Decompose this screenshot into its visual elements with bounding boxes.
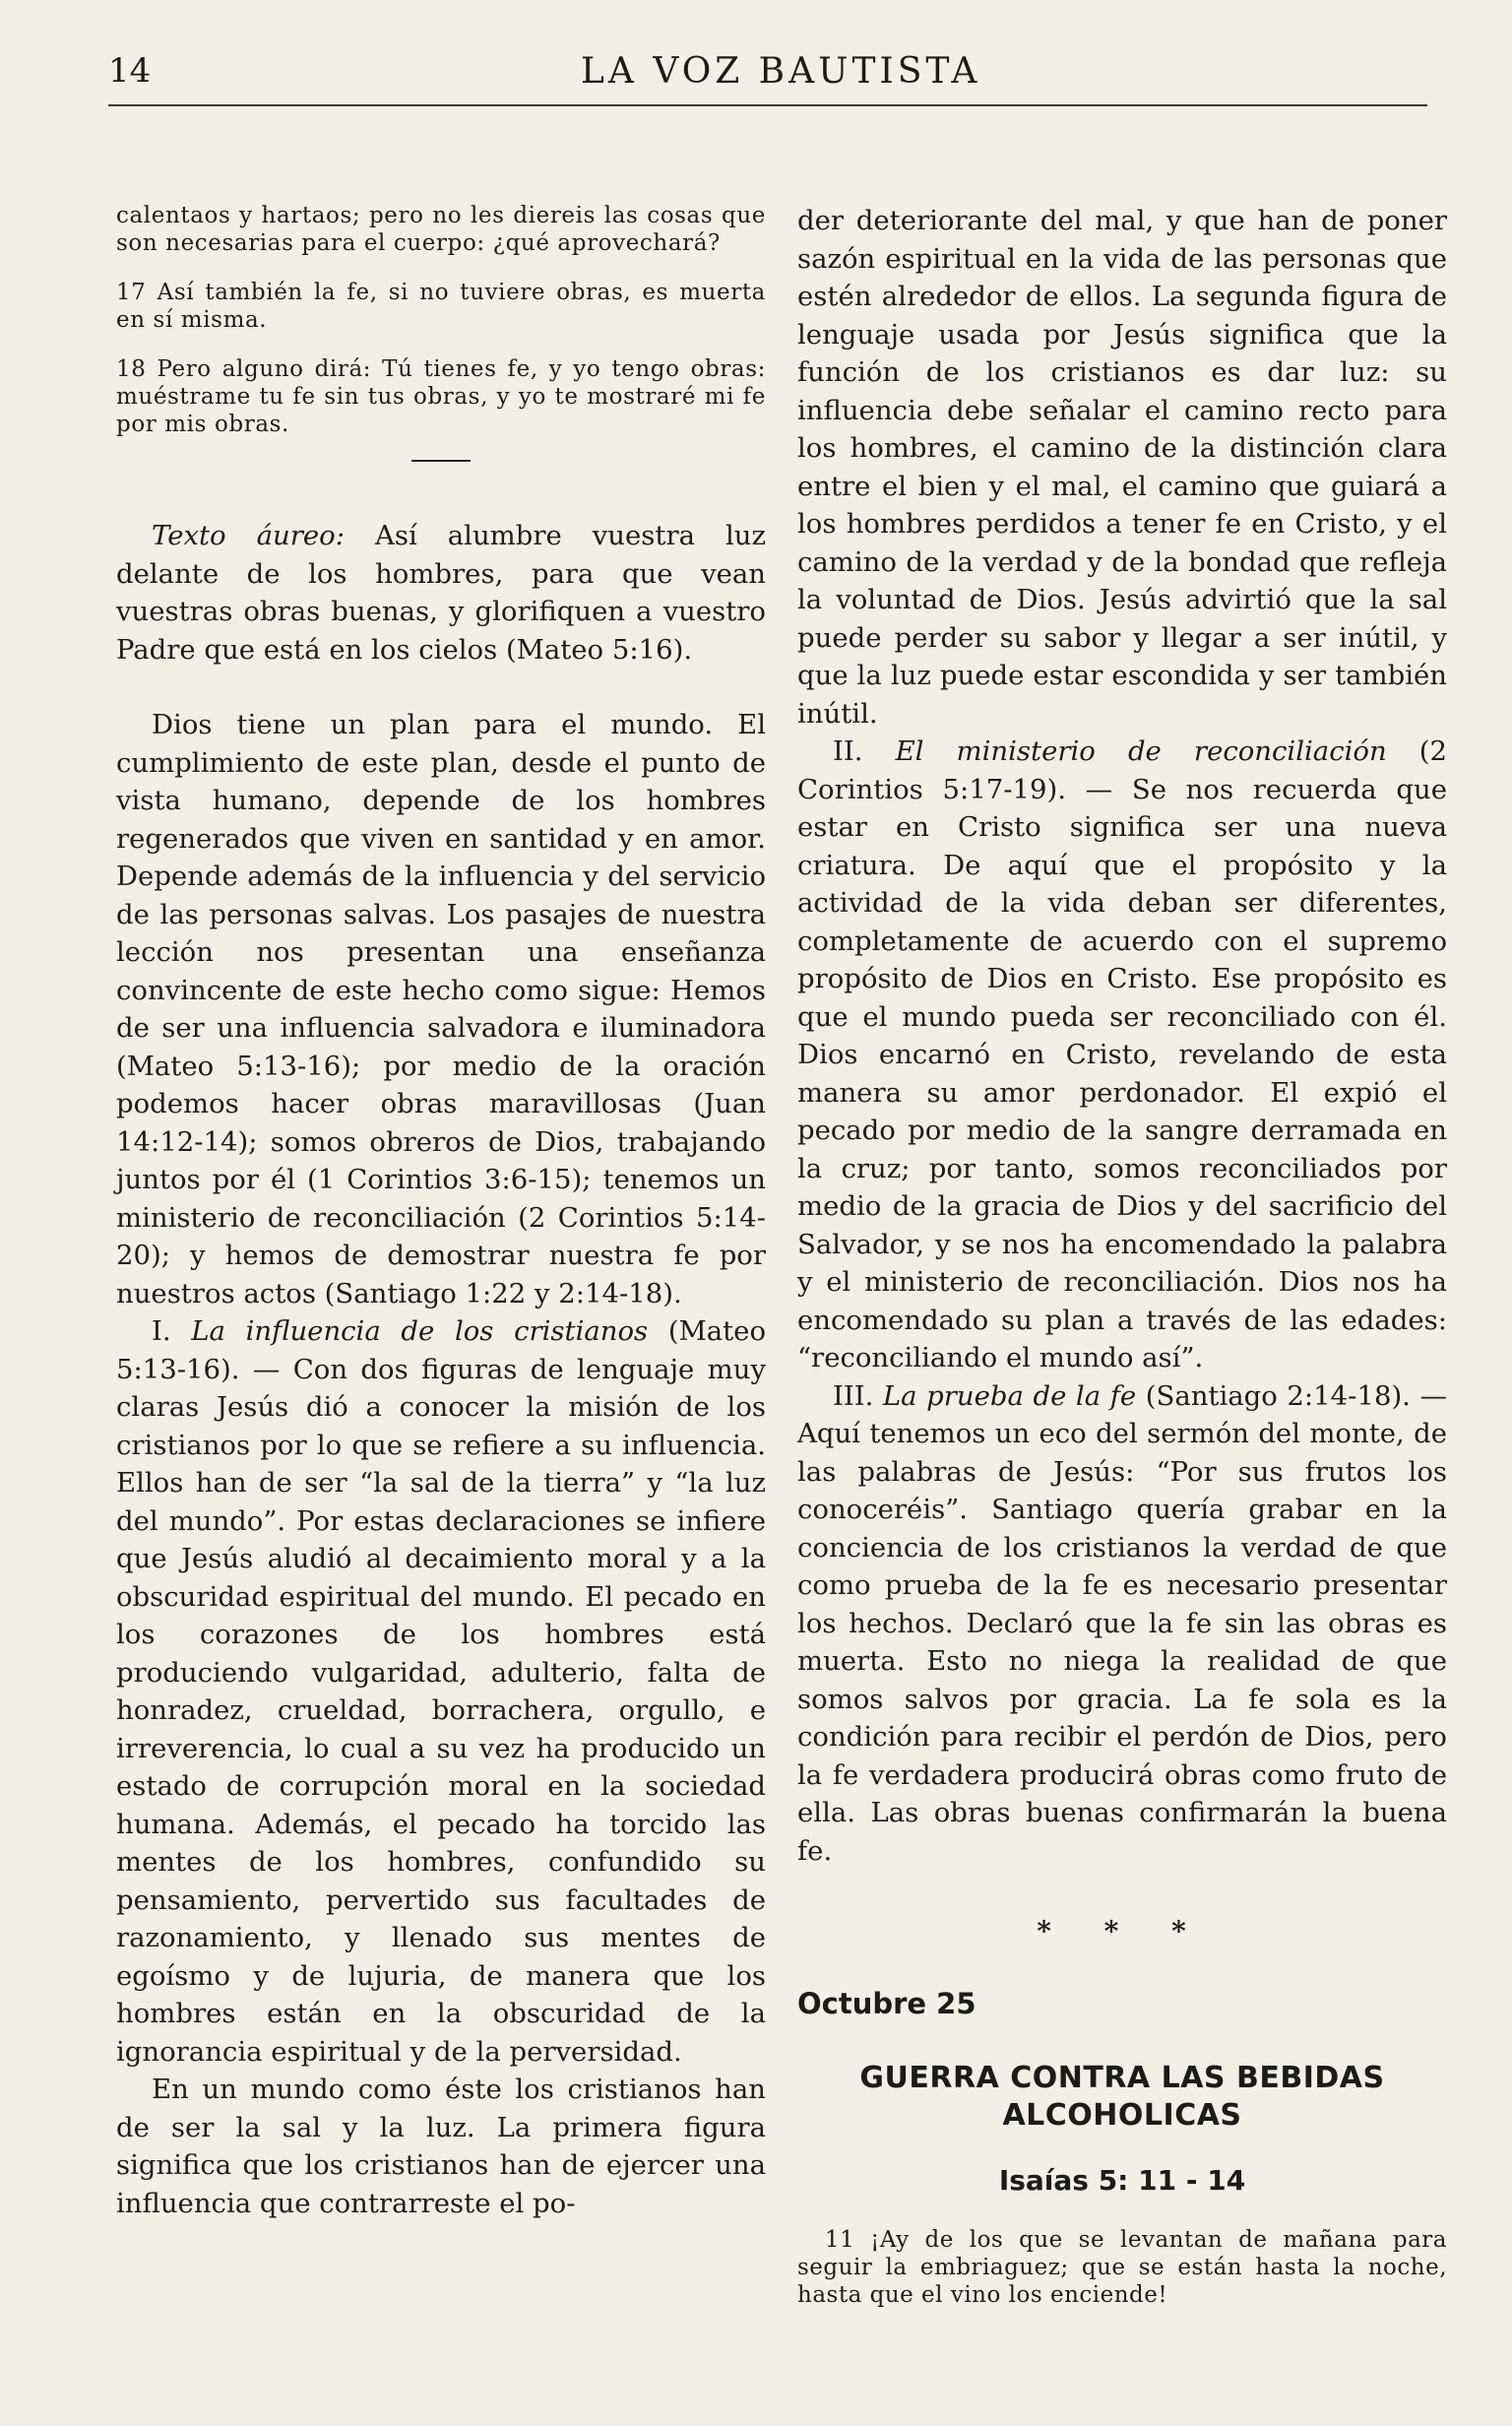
section-1-title: La influencia de los cristianos: [191, 1315, 649, 1347]
left-column: [116, 202, 766, 2222]
mundo-paragraph: En un mundo como éste los cristianos han de ser la sal y la luz. La primera figura significa que los cristianos han de ejercer una influencia que contrarreste el po-: [116, 2074, 766, 2219]
section-1: [116, 1312, 766, 2071]
page-number: 14: [108, 51, 152, 91]
texto-aureo-text: Así alumbre vuestra luz delante de los hombres, para que vean vuestras obras buenas, y glorifiquen a vuestro Padre que está en los cielos (Mateo 5:16).: [116, 520, 766, 666]
section-2-title: El ministerio de reconciliación: [895, 735, 1387, 767]
section-3-number: III.: [833, 1379, 883, 1412]
texto-aureo: [116, 517, 766, 669]
next-lesson-date: Octubre 25: [797, 1987, 976, 2020]
section-3-title: La prueba de la fe: [882, 1379, 1137, 1412]
next-lesson-reference: Isaías 5: 11 - 14: [998, 2164, 1246, 2197]
verse-17: 17 Así también la fe, si no tuviere obras, es muerta en sí misma.: [116, 280, 766, 333]
continuation-paragraph: der deteriorante del mal, y que han de poner sazón espiritual en la vida de las personas que estén alrededor de ellos. La segunda figura de lenguaje usada por Jesús significa que la función de los cristianos es dar luz: su influencia debe señalar el camino recto para los hombres, el camino de la distinción clara entre el bien y el mal, el camino que guiará a los hombres perdidos a tener fe en Cristo, y el camino de la verdad y de la bondad que refleja la voluntad de Dios. Jesús advirtió que la sal puede perder su sabor y llegar a ser inútil, y que la luz puede estar escondida y ser también inútil.: [797, 205, 1447, 730]
next-lesson-title-line-2: ALCOHOLICAS: [1002, 2098, 1242, 2133]
section-divider: [411, 460, 471, 462]
journal-title: LA VOZ BAUTISTA: [581, 51, 981, 92]
section-2: [797, 733, 1447, 1377]
section-2-number: II.: [833, 735, 896, 767]
section-2-text: (2 Corintios 5:17-19). — Se nos recuerda que estar en Cristo significa ser una nueva criatura. De aquí que el propósito y la actividad de la vida deban ser diferentes, completamente de acuerdo con el supremo propósito de Dios en Cristo. Ese propósito es que el mundo pueda ser reconciliado con él. Dios encarnó en Cristo, revelando de esta manera su amor perdonador. El expió el pecado por medio de la sangre derramada en la cruz; por tanto, somos reconciliados por medio de la gracia de Dios y del sacrificio del Salvador, y se nos ha encomendado la palabra y el ministerio de reconciliación. Dios nos ha encomendado su plan a través de las edades: “reconciliando el mundo así”.: [797, 735, 1447, 1373]
right-column: [797, 202, 1447, 2309]
section-1-number: I.: [152, 1315, 192, 1347]
section-3: [797, 1377, 1447, 1871]
texto-aureo-label: Texto áureo:: [152, 520, 345, 551]
section-3-text: (Santiago 2:14-18). — Aquí tenemos un eco del sermón del monte, de las palabras de Jesús: “Por sus frutos los conoceréis”. Santiago quería grabar en la conciencia de los cristianos la verdad de que como prueba de la fe es necesario presentar los hechos. Declaró que la fe sin las obras es muerta. Esto no niega la realidad de que somos salvos por gracia. La fe sola es la condición para recibir el perdón de Dios, pero la fe verdadera producirá obras como fruto de ella. Las obras buenas confirmarán la buena fe.: [797, 1379, 1448, 1867]
intro-paragraph: Dios tiene un plan para el mundo. El cumplimiento de este plan, desde el punto de vista humano, depende de los hombres regenerados que viven en santidad y en amor. Depende además de la influencia y del servicio de las personas salvas. Los pasajes de nuestra lección nos presentan una enseñanza convincente de este hecho como sigue: Hemos de ser una influencia salvadora e iluminadora (Mateo 5:13-16); por medio de la oración podemos hacer obras maravillosas (Juan 14:12-14); somos obreros de Dios, trabajando juntos por él (1 Corintios 3:6-15); tenemos un ministerio de reconciliación (2 Corintios 5:14-20); y hemos de demostrar nuestra fe por nuestros actos (Santiago 1:22 y 2:14-18).: [116, 709, 766, 1309]
verse-11: 11 ¡Ay de los que se levantan de mañana para seguir la embriaguez; que se están hasta la noche, hasta que el vino los enciende!: [797, 2227, 1447, 2308]
page-header: [108, 47, 1427, 116]
separator-stars: * * *: [1037, 1915, 1208, 1947]
section-1-text: (Mateo 5:13-16). — Con dos figuras de lenguaje muy claras Jesús dió a conocer la misión de los cristianos por lo que se refiere a su influencia. Ellos han de ser “la sal de la tierra” y “la luz del mundo”. Por estas declaraciones se infiere que Jesús aludió al decaimiento moral y a la obscuridad espiritual del mundo. El pecado en los corazones de los hombres está produciendo vulgaridad, adulterio, falta de honradez, crueldad, borrachera, orgullo, e irreverencia, lo cual a su vez ha producido un estado de corrupción moral en la sociedad humana. Además, el pecado ha torcido las mentes de los hombres, confundido su pensamiento, pervertido sus facultades de razonamiento, y llenado sus mentes de egoísmo y de lujuria, de manera que los hombres están en la obscuridad de la ignorancia espiritual y de la perversidad.: [116, 1315, 767, 2068]
verse-18: 18 Pero alguno dirá: Tú tienes fe, y yo tengo obras: muéstrame tu fe sin tus obras, y yo te mostraré mi fe por mis obras.: [116, 356, 766, 437]
verse-continuation: calentaos y hartaos; pero no les diereis las cosas que son necesarias para el cuerpo: ¿qué aprovechará?: [116, 203, 766, 256]
next-lesson-title-line-1: GUERRA CONTRA LAS BEBIDAS: [859, 2061, 1385, 2095]
next-lesson-title: [797, 2060, 1447, 2135]
header-rule: [108, 104, 1427, 106]
